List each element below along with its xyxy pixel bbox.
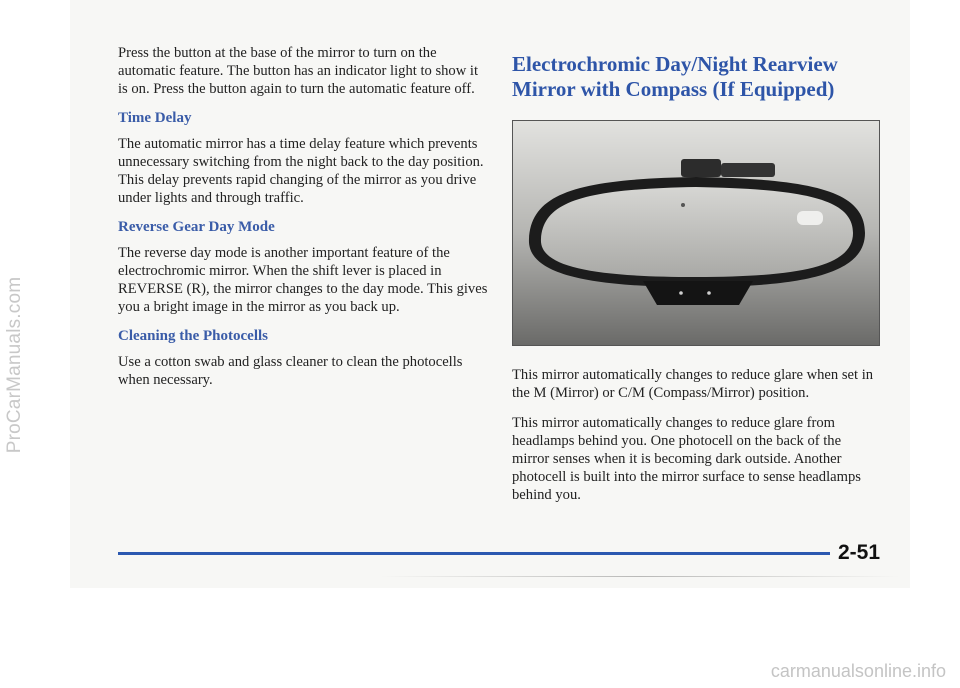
rearview-mirror-photo xyxy=(512,120,880,346)
section-body-reverse-gear: The reverse day mode is another important feature of the electrochromic mirror. When the shift lever is placed in REVERSE (R), the mirror changes to the day mode. This gives you a bright image in the mirror as you back up. xyxy=(118,245,488,315)
indicator-light xyxy=(679,291,683,295)
footer-rule xyxy=(118,552,830,555)
mirror-paragraph-2: This mirror automatically changes to reduce glare from headlamps behind you. One photocell on the back of the mirror senses when it is becoming dark outside. Another photocell is built into the mirror surface to sense headlamps behind you. xyxy=(512,415,861,503)
mirror-glass xyxy=(541,187,853,277)
mirror-base-controls xyxy=(643,281,753,305)
mirror-mount xyxy=(681,159,721,177)
mirror-paragraph-1: This mirror automatically changes to reduce glare when set in the M (Mirror) or C/M (Compass/Mirror) position. xyxy=(512,367,874,401)
photocell xyxy=(681,203,685,207)
footer-fade-line xyxy=(380,576,900,577)
mirror-section-heading: Electrochromic Day/Night Rearview Mirror with Compass (If Equipped) xyxy=(512,52,838,101)
mirror-illustration xyxy=(513,121,879,345)
mount-housing xyxy=(721,163,775,177)
intro-paragraph: Press the button at the base of the mirror to turn on the automatic feature. The button has an indicator light to show it is on. Press the button again to turn the automatic feature off. xyxy=(118,45,479,97)
section-heading-reverse-gear: Reverse Gear Day Mode xyxy=(118,219,275,235)
page-number: 2-51 xyxy=(838,541,881,564)
side-watermark: ProCarManuals.com xyxy=(4,276,25,454)
compass-display xyxy=(797,211,823,225)
section-body-time-delay: The automatic mirror has a time delay feature which prevents unnecessary switching from the night back to the day position. This delay prevents rapid changing of the mirror as you drive under lights and through traffic. xyxy=(118,136,484,206)
section-heading-cleaning: Cleaning the Photocells xyxy=(118,328,268,344)
section-body-cleaning: Use a cotton swab and glass cleaner to clean the photocells when necessary. xyxy=(118,354,463,388)
left-column xyxy=(118,44,488,401)
section-heading-time-delay: Time Delay xyxy=(118,110,192,126)
bottom-watermark: carmanualsonline.info xyxy=(770,661,946,681)
side-watermark-container xyxy=(0,0,30,688)
right-column xyxy=(512,44,880,516)
control-button xyxy=(707,291,711,295)
